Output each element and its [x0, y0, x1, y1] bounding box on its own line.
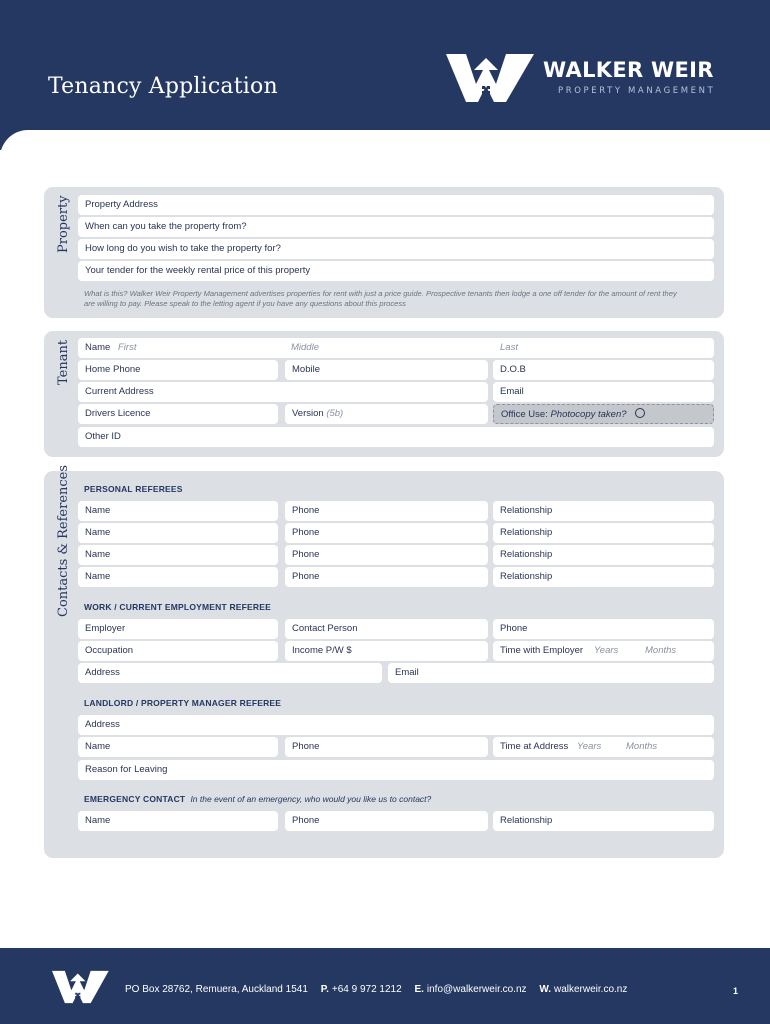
footer-contact-line: PO Box 28762, Remuera, Auckland 1541 P. +64 9 972 1212 E. info@walkerweir.co.nz W. walkerweir.co.nz	[125, 984, 628, 995]
walker-weir-logo-icon	[446, 50, 536, 104]
personal-referees-heading: PERSONAL REFEREES	[84, 484, 183, 494]
referee-name-field[interactable]: Name	[78, 501, 278, 521]
referee-phone-field[interactable]: Phone	[285, 523, 488, 543]
time-at-address-field[interactable]: Time at Address Years Months	[493, 737, 714, 757]
contact-person-field[interactable]: Contact Person	[285, 619, 488, 639]
work-phone-field[interactable]: Phone	[493, 619, 714, 639]
other-id-field[interactable]: Other ID	[78, 427, 714, 447]
emergency-name-field[interactable]: Name	[78, 811, 278, 831]
tender-note: What is this? Walker Weir Property Management advertises properties for rent with just a price guide. Prospective tenants then lodge a one off tender for the amount of rent they are willing to pay. Please speak to the letting agent if you have any questions about this process	[84, 289, 677, 308]
emergency-contact-note: In the event of an emergency, who would you like us to contact?	[190, 794, 432, 804]
tenant-email-field[interactable]: Email	[493, 382, 714, 402]
referee-relationship-field[interactable]: Relationship	[493, 523, 714, 543]
reason-leaving-field[interactable]: Reason for Leaving	[78, 760, 714, 780]
tenant-name-field[interactable]: Name First Middle Last	[78, 338, 714, 358]
page-title: Tenancy Application	[48, 74, 278, 99]
brand-tagline: PROPERTY MANAGEMENT	[558, 86, 716, 96]
home-phone-field[interactable]: Home Phone	[78, 360, 278, 380]
mobile-field[interactable]: Mobile	[285, 360, 488, 380]
employer-field[interactable]: Employer	[78, 619, 278, 639]
referee-name-field[interactable]: Name	[78, 523, 278, 543]
income-field[interactable]: Income P/W $	[285, 641, 488, 661]
emergency-phone-field[interactable]: Phone	[285, 811, 488, 831]
licence-version-field[interactable]: Version (5b)	[285, 404, 488, 424]
tenant-section-label: Tenant	[56, 339, 71, 385]
landlord-phone-field[interactable]: Phone	[285, 737, 488, 757]
header-curve	[0, 130, 770, 170]
referee-relationship-field[interactable]: Relationship	[493, 545, 714, 565]
brand-logo	[446, 50, 746, 106]
occupation-field[interactable]: Occupation	[78, 641, 278, 661]
footer-phone[interactable]: +64 9 972 1212	[331, 984, 402, 995]
brand-name: WALKER WEIR	[543, 58, 714, 82]
take-from-field[interactable]: When can you take the property from?	[78, 217, 714, 237]
tender-field[interactable]: Your tender for the weekly rental price of this property	[78, 261, 714, 281]
work-referee-heading: WORK / CURRENT EMPLOYMENT REFEREE	[84, 602, 271, 612]
referee-phone-field[interactable]: Phone	[285, 501, 488, 521]
landlord-referee-heading: LANDLORD / PROPERTY MANAGER REFEREE	[84, 698, 282, 708]
property-section	[44, 187, 724, 318]
footer-email-link[interactable]: info@walkerweir.co.nz	[426, 984, 527, 995]
office-use-box: Office Use: Photocopy taken?	[493, 404, 714, 424]
referee-phone-field[interactable]: Phone	[285, 567, 488, 587]
property-address-field[interactable]: Property Address	[78, 195, 714, 215]
referee-phone-field[interactable]: Phone	[285, 545, 488, 565]
current-address-field[interactable]: Current Address	[78, 382, 488, 402]
landlord-name-field[interactable]: Name	[78, 737, 278, 757]
emergency-contact-heading: EMERGENCY CONTACT In the event of an emergency, who would you like us to contact?	[84, 794, 432, 804]
property-section-label: Property	[56, 195, 71, 253]
referee-name-field[interactable]: Name	[78, 567, 278, 587]
tenant-section	[44, 331, 724, 457]
work-email-field[interactable]: Email	[388, 663, 714, 683]
emergency-relationship-field[interactable]: Relationship	[493, 811, 714, 831]
contacts-section-label: Contacts & References	[56, 464, 71, 617]
referee-name-field[interactable]: Name	[78, 545, 278, 565]
landlord-address-field[interactable]: Address	[78, 715, 714, 735]
footer-website-link[interactable]: walkerweir.co.nz	[553, 984, 628, 995]
page-number: 1	[733, 986, 739, 996]
contacts-section	[44, 464, 724, 858]
referee-relationship-field[interactable]: Relationship	[493, 501, 714, 521]
referee-relationship-field[interactable]: Relationship	[493, 567, 714, 587]
walker-weir-footer-logo-icon	[52, 968, 110, 1006]
work-address-field[interactable]: Address	[78, 663, 382, 683]
footer-address: PO Box 28762, Remuera, Auckland 1541	[125, 984, 308, 995]
photocopy-checkbox[interactable]	[635, 408, 645, 418]
time-with-employer-field[interactable]: Time with Employer Years Months	[493, 641, 714, 661]
drivers-licence-field[interactable]: Drivers Licence	[78, 404, 278, 424]
duration-field[interactable]: How long do you wish to take the property for?	[78, 239, 714, 259]
dob-field[interactable]: D.O.B	[493, 360, 714, 380]
